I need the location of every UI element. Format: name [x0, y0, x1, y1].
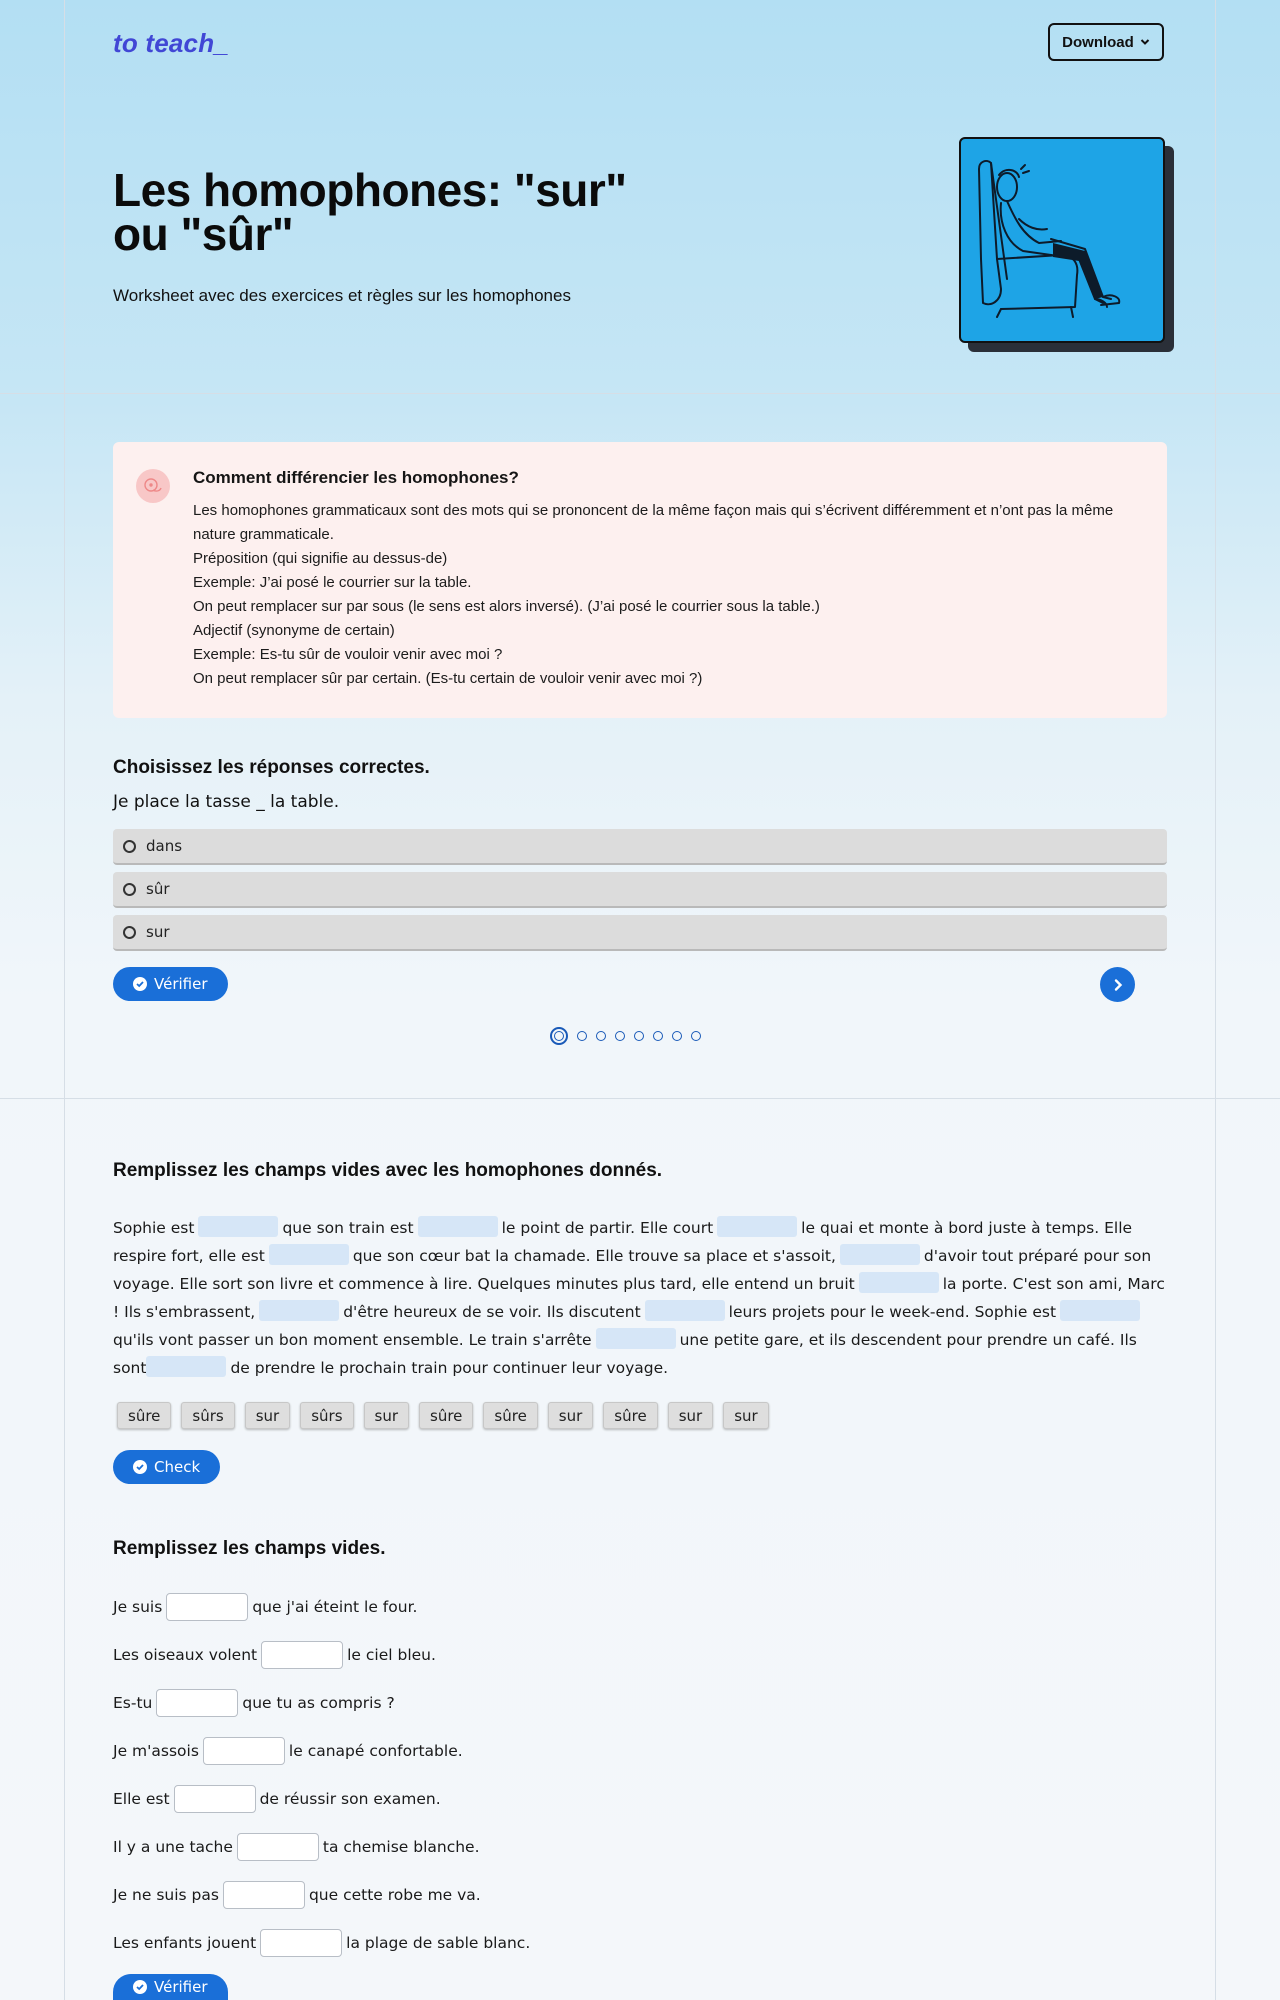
drop-blank[interactable] — [859, 1272, 939, 1293]
quiz-option[interactable] — [113, 915, 1167, 951]
info-line: Adjectif (synonyme de certain) — [193, 622, 395, 639]
fill-paragraph-heading: Remplissez les champs vides avec les homophones donnés. — [113, 1160, 663, 1181]
section-divider — [0, 393, 1280, 394]
info-line: Exemple: J’ai posé le courrier sur la table. — [193, 574, 472, 591]
text-segment: le point de partir. Elle court — [501, 1219, 714, 1237]
option-label: sûr — [146, 880, 170, 898]
sentence-after: que cette robe me va. — [308, 1886, 481, 1904]
sentence-before: Il y a une tache — [113, 1838, 233, 1856]
sentence-row — [113, 1832, 480, 1862]
sentence-after: le canapé confortable. — [288, 1742, 463, 1760]
drop-blank[interactable] — [717, 1216, 797, 1237]
word-chip[interactable]: sur — [723, 1402, 769, 1429]
text-segment: le quai et monte à bord juste à temps. Elle respire fort, elle est — [113, 1219, 1133, 1265]
text-segment: qu'ils vont passer un bon moment ensemble. Le train s'arrête — [113, 1331, 592, 1349]
answer-input[interactable] — [156, 1689, 238, 1717]
word-chip[interactable]: sûre — [483, 1402, 537, 1429]
drop-blank[interactable] — [259, 1300, 339, 1321]
sentence-row — [113, 1880, 481, 1910]
word-chip[interactable]: sur — [245, 1402, 291, 1429]
quiz-option[interactable] — [113, 829, 1167, 865]
next-question-button[interactable] — [1100, 967, 1135, 1002]
drop-blank[interactable] — [198, 1216, 278, 1237]
check-label: Check — [154, 1458, 201, 1476]
quiz-option[interactable] — [113, 872, 1167, 908]
verify-label: Vérifier — [154, 1978, 208, 1996]
sentence-after: ta chemise blanche. — [322, 1838, 480, 1856]
answer-input[interactable] — [174, 1785, 256, 1813]
word-chip[interactable]: sur — [668, 1402, 714, 1429]
word-chip[interactable]: sur — [548, 1402, 594, 1429]
info-line: On peut remplacer sur par sous (le sens est alors inversé). (J’ai posé le courrier sous la table.) — [193, 598, 820, 615]
answer-input[interactable] — [260, 1929, 342, 1957]
quiz-question: Je place la tasse _ la table. — [113, 792, 340, 812]
sentence-after: la plage de sable blanc. — [346, 1934, 531, 1952]
chat-bubbles-icon — [136, 469, 170, 503]
drop-blank[interactable] — [269, 1244, 349, 1265]
quiz-heading: Choisissez les réponses correctes. — [113, 757, 430, 778]
sentence-row — [113, 1784, 441, 1814]
sentence-before: Es-tu — [113, 1694, 153, 1712]
sentence-after: que tu as compris ? — [242, 1694, 395, 1712]
illustration-man-in-armchair — [959, 137, 1165, 343]
drop-blank[interactable] — [1060, 1300, 1140, 1321]
fill-sentences-heading: Remplissez les champs vides. — [113, 1538, 386, 1559]
text-segment: une petite gare, et ils descendent pour prendre un café. Ils sont — [113, 1331, 1137, 1377]
drop-blank[interactable] — [418, 1216, 498, 1237]
answer-input[interactable] — [203, 1737, 285, 1765]
check-circle-icon — [133, 1460, 147, 1474]
info-line: Les homophones grammaticaux sont des mots qui se prononcent de la même façon mais qui s’écrivent différemment et n’ont pas la même nature grammaticale. — [193, 502, 1114, 543]
info-line: Préposition (qui signifie au dessus-de) — [193, 550, 448, 567]
section-divider — [0, 1098, 1280, 1099]
verify-label: Vérifier — [154, 975, 208, 993]
drop-blank[interactable] — [596, 1328, 676, 1349]
check-circle-icon — [133, 1980, 147, 1994]
verify-button[interactable] — [113, 1974, 228, 2000]
text-segment: de prendre le prochain train pour continuer leur voyage. — [230, 1359, 669, 1377]
sentence-before: Je suis — [113, 1598, 163, 1616]
info-line: Exemple: Es-tu sûr de vouloir venir avec moi ? — [193, 646, 503, 663]
word-bank — [117, 1402, 769, 1429]
download-button[interactable] — [1048, 23, 1164, 61]
sentence-before: Je ne suis pas — [113, 1886, 219, 1904]
word-chip[interactable]: sûrs — [300, 1402, 353, 1429]
option-label: dans — [146, 837, 183, 855]
progress-dot[interactable] — [577, 1031, 587, 1041]
sentence-before: Les enfants jouent — [113, 1934, 257, 1952]
info-title: Comment différencier les homophones? — [193, 468, 519, 487]
drop-blank[interactable] — [146, 1356, 226, 1377]
progress-dot-current[interactable] — [550, 1027, 568, 1045]
progress-dot[interactable] — [634, 1031, 644, 1041]
info-line: On peut remplacer sûr par certain. (Es-tu certain de vouloir venir avec moi ?) — [193, 670, 703, 687]
page-subtitle: Worksheet avec des exercices et règles sur les homophones — [113, 286, 571, 305]
drop-blank[interactable] — [840, 1244, 920, 1265]
sentence-row — [113, 1928, 530, 1958]
info-box — [113, 442, 1167, 718]
text-segment: d'être heureux de se voir. Ils discutent — [343, 1303, 641, 1321]
progress-dot[interactable] — [653, 1031, 663, 1041]
grid-line-left — [64, 0, 65, 2000]
sentence-row — [113, 1592, 417, 1622]
download-label: Download — [1062, 33, 1134, 51]
sentence-before: Les oiseaux volent — [113, 1646, 258, 1664]
option-label: sur — [146, 923, 170, 941]
progress-dot[interactable] — [672, 1031, 682, 1041]
verify-button[interactable] — [113, 967, 228, 1001]
text-segment: leurs projets pour le week-end. Sophie est — [728, 1303, 1057, 1321]
sentence-row — [113, 1736, 463, 1766]
fill-paragraph-text — [113, 1214, 1167, 1382]
answer-input[interactable] — [166, 1593, 248, 1621]
page-title: Les homophones: "sur" ou "sûr" — [113, 164, 627, 260]
word-chip[interactable]: sûrs — [181, 1402, 234, 1429]
sentence-after: que j'ai éteint le four. — [252, 1598, 418, 1616]
text-segment: que son cœur bat la chamade. Elle trouve sa place et s'assoit, — [352, 1247, 836, 1265]
word-chip[interactable]: sur — [364, 1402, 410, 1429]
quiz-progress-dots — [550, 1027, 701, 1045]
radio-button[interactable] — [123, 840, 136, 853]
text-segment: Sophie est — [113, 1219, 195, 1237]
answer-input[interactable] — [261, 1641, 343, 1669]
text-segment: la porte. C'est son ami, Marc ! Ils s'embrassent, — [113, 1275, 1165, 1321]
drop-blank[interactable] — [645, 1300, 725, 1321]
progress-dot[interactable] — [691, 1031, 701, 1041]
sentence-before: Elle est — [113, 1790, 170, 1808]
logo[interactable]: to teach_ — [113, 28, 229, 58]
word-chip[interactable]: sûre — [117, 1402, 171, 1429]
sentence-after: de réussir son examen. — [259, 1790, 441, 1808]
chevron-right-icon — [1111, 978, 1125, 992]
word-chip[interactable]: sûre — [603, 1402, 657, 1429]
word-chip[interactable]: sûre — [419, 1402, 473, 1429]
chevron-down-icon — [1140, 37, 1150, 47]
grid-line-right — [1215, 0, 1216, 2000]
answer-input[interactable] — [237, 1833, 319, 1861]
radio-button[interactable] — [123, 926, 136, 939]
sentence-row — [113, 1640, 436, 1670]
sentence-before: Je m'assois — [113, 1742, 199, 1760]
text-segment: d'avoir tout préparé pour son voyage. Elle sort son livre et commence à lire. Quelques minutes plus tard, elle entend un bruit — [113, 1247, 1152, 1293]
sentence-row — [113, 1688, 395, 1718]
info-body — [193, 499, 1133, 691]
progress-dot[interactable] — [615, 1031, 625, 1041]
sentence-after: le ciel bleu. — [347, 1646, 436, 1664]
answer-input[interactable] — [223, 1881, 305, 1909]
check-circle-icon — [133, 977, 147, 991]
text-segment: que son train est — [282, 1219, 414, 1237]
radio-button[interactable] — [123, 883, 136, 896]
check-button[interactable] — [113, 1450, 220, 1484]
progress-dot[interactable] — [596, 1031, 606, 1041]
